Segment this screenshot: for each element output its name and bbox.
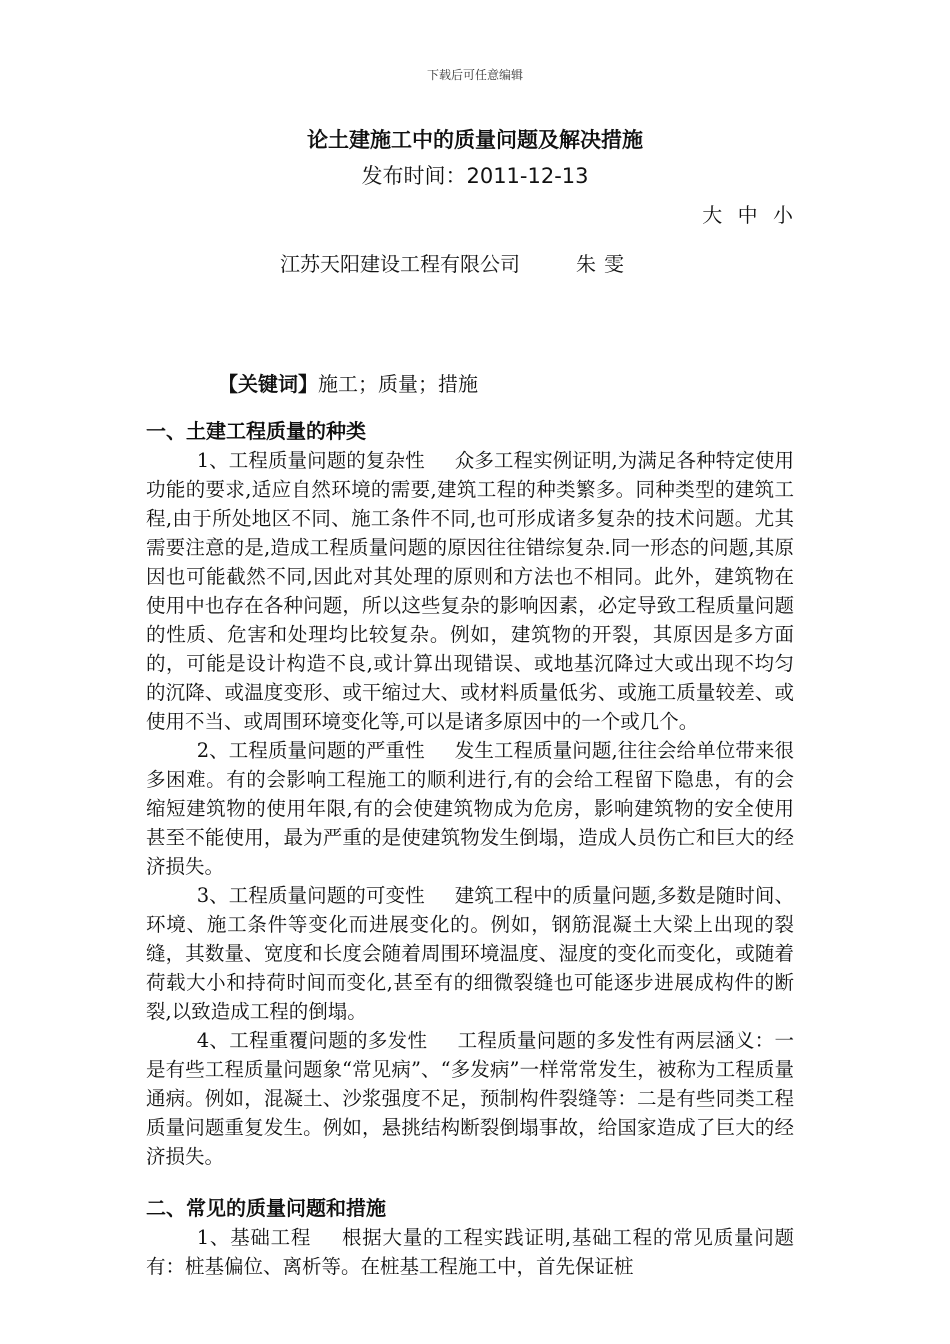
- byline: [280, 248, 632, 277]
- paragraph: [146, 446, 794, 736]
- paragraph-lead: 4、工程重覆问题的多发性: [196, 1029, 428, 1052]
- paragraph: [146, 1026, 794, 1171]
- paragraph: [146, 736, 794, 881]
- font-size-control: [693, 199, 793, 228]
- paragraph-text: 根据大量的工程实践证明,基础工程的常见质量问题有：桩基偏位、离析等。在桩基工程施工中，首先保证桩: [146, 1226, 794, 1278]
- paragraph-text: 建筑工程中的质量问题,多数是随时间、环境、施工条件等变化而进展变化的。例如，钢筋混凝土大梁上出现的裂缝，其数量、宽度和长度会随着周围环境温度、湿度的变化而变化，或随着荷载大小和持荷时间而变化,甚至有的细微裂缝也可能逐步进展成构件的断裂,以致造成工程的倒塌。: [146, 884, 794, 1023]
- section-heading: 二、常见的质量问题和措施: [146, 1196, 386, 1220]
- keywords: [218, 368, 478, 397]
- keywords-label: 【关键词】: [218, 372, 318, 396]
- font-size-small-link[interactable]: 小: [773, 203, 793, 227]
- paragraph-lead: 3、工程质量问题的可变性: [196, 884, 425, 907]
- header-note: 下载后可任意编辑: [426, 68, 523, 82]
- author-name: 朱雯: [576, 252, 632, 276]
- paragraph-lead: 1、基础工程: [196, 1226, 312, 1249]
- paragraph-text: 工程质量问题的多发性有两层涵义：一是有些工程质量问题象“常见病”、“多发病”一样常常发生，被称为工程质量通病。例如，混凝土、沙浆强度不足，预制构件裂缝等：二是有些同类工程质量问题重复发生。例如，悬挑结构断裂倒塌事故，给国家造成了巨大的经济损失。: [146, 1029, 794, 1168]
- paragraph-lead: 2、工程质量问题的严重性: [196, 739, 425, 762]
- company-name: 江苏天阳建设工程有限公司: [280, 252, 520, 276]
- publish-date: 发布时间：2011-12-13: [361, 164, 589, 188]
- font-size-medium-link[interactable]: 中: [737, 203, 758, 227]
- paragraph-text: 众多工程实例证明,为满足各种特定使用功能的要求,适应自然环境的需要,建筑工程的种类繁多。同种类型的建筑工程,由于所处地区不同、施工条件不同,也可形成诸多复杂的技术问题。尤其需要注意的是,造成工程质量问题的原因往往错综复杂.同一形态的问题,其原因也可能截然不同,因此对其处理的原则和方法也不相同。此外，建筑物在使用中也存在各种问题，所以这些复杂的影响因素，必定导致工程质量问题的性质、危害和处理均比较复杂。例如，建筑物的开裂，其原因是多方面的，可能是设计构造不良,或计算出现错误、或地基沉降过大或出现不均匀的沉降、或温度变形、或干缩过大、或材料质量低劣、或施工质量较差、或使用不当、或周围环境变化等,可以是诸多原因中的一个或几个。: [146, 449, 794, 733]
- section-heading: 一、土建工程质量的种类: [146, 419, 366, 443]
- font-size-large-link[interactable]: 大: [702, 203, 723, 227]
- paragraph-lead: 1、工程质量问题的复杂性: [196, 449, 425, 472]
- paragraph: [146, 881, 794, 1026]
- page-title: 论土建施工中的质量问题及解决措施: [307, 128, 643, 152]
- paragraph: [146, 1223, 794, 1281]
- article-body: [146, 416, 794, 1281]
- keywords-value: 施工；质量；措施: [318, 372, 478, 396]
- paragraph-text: 发生工程质量问题,往往会给单位带来很多困难。有的会影响工程施工的顺利进行,有的会给工程留下隐患，有的会缩短建筑物的使用年限,有的会使建筑物成为危房，影响建筑物的安全使用甚至不能使用，最为严重的是使建筑物发生倒塌，造成人员伤亡和巨大的经济损失。: [146, 739, 794, 878]
